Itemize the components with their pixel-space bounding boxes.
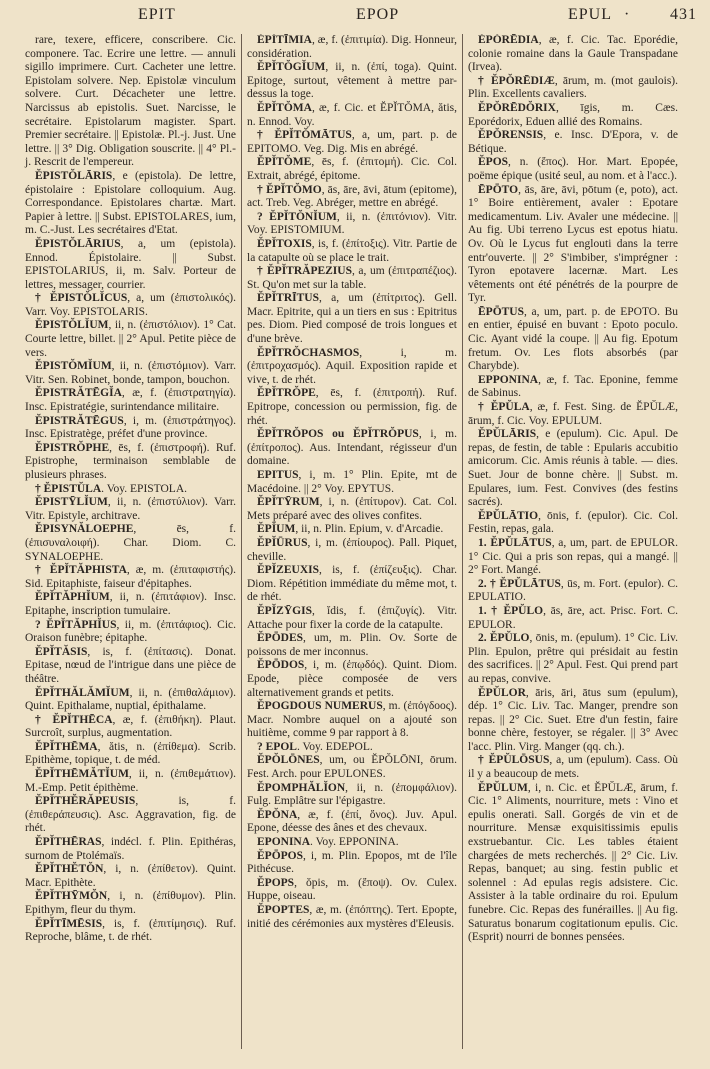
dictionary-entry xyxy=(468,374,678,401)
dictionary-entry xyxy=(247,904,457,931)
dictionary-entry xyxy=(247,34,457,61)
entry-headword: † ĔPISTŬLA xyxy=(35,482,102,495)
entry-definition: , is, f. (ἐπίζευξις). Char. Diom. Répétition immédiate du même mot, t. de rhét. xyxy=(247,564,457,604)
entry-definition: , ōnis, m. (epulum). 1° Cic. Liv. Plin. Epulon, prêtre qui présidait au festin des sacrifices. || 2° Apul. Fest. Qui prend part au repas, convive. xyxy=(468,632,678,685)
entry-definition: , a, um, part. p. de EPOTO. Bu en entier, épuisé en buvant : Epoto poculo. Cic. Ayant vidé la coupe. || Au fig. Epotum fretum. Ov. Les flots absorbés (par Charybde). xyxy=(468,305,678,373)
entry-headword: ĔPĬTHĒMĂTĬUM xyxy=(35,768,129,781)
dictionary-entry xyxy=(247,156,457,183)
dictionary-entry xyxy=(25,564,236,591)
entry-headword: ĔPISTŎLĀRIS xyxy=(35,169,113,182)
dictionary-entry xyxy=(468,782,678,945)
entry-definition: , ēs, f. (ἐπιτροπή). Ruf. Epitrope, concession ou permission, fig. de rhét. xyxy=(247,387,457,427)
dictionary-entry xyxy=(468,605,678,632)
entry-headword: ĔPĬTĪMIA xyxy=(257,34,312,46)
entry-headword: † ĔPŬLA xyxy=(478,401,530,414)
dictionary-entry xyxy=(468,578,678,605)
dictionary-entry xyxy=(247,265,457,292)
dictionary-entry xyxy=(247,469,457,496)
entry-headword: ĔPĬTHĂLĂMĬUM xyxy=(35,686,130,699)
entry-headword: † ĔPĬTŎMO xyxy=(257,183,322,196)
entry-headword: ĔPĬTHĒRAS xyxy=(35,836,102,849)
dictionary-entry xyxy=(247,754,457,781)
entry-headword: ĔPĬTHĔRĂPEUSIS xyxy=(35,795,136,808)
entry-definition: , æ, f. (ἐπί, ὄνος). Juv. Apul. Epone, déesse des ânes et des chevaux. xyxy=(247,808,457,835)
dictionary-entry xyxy=(468,428,678,510)
dictionary-entry xyxy=(25,687,236,714)
entry-definition: , ii, n. (ἐπιστόμιον). Varr. Vitr. Sen. Robinet, bonde, tampon, bouchon. xyxy=(25,360,236,386)
entry-headword: 2. † ĔPŬLĀTUS xyxy=(478,577,561,590)
entry-headword: ĔPISTȲLĬUM xyxy=(35,496,108,509)
entry-definition: , a, um (ἐπιτραπέζιος). St. Qu'on met sur la table. xyxy=(247,265,457,291)
dictionary-entry xyxy=(25,387,236,414)
entry-definition: , ii, n. (ἐπιθαλάμιον). Quint. Epithalame, nuptial, épithalame. xyxy=(25,686,236,713)
entry-definition: , ii, n. (ἐπιτάφιον). Insc. Epitaphe, inscription tumulaire. xyxy=(25,591,236,617)
entry-headword: ĔPŌDOS xyxy=(257,659,305,672)
entry-headword: ĔPĬTOXIS xyxy=(257,237,312,250)
dictionary-entry xyxy=(247,700,457,741)
entry-definition: . Voy. EPPONINA. xyxy=(310,836,399,849)
columns xyxy=(20,34,704,1049)
dictionary-entry xyxy=(247,537,457,564)
entry-headword: ĔPĬTŎGĬUM xyxy=(257,61,326,74)
entry-definition: , æ, f. Fest. Sing. de ĔPŬLÆ, ārum, f. Cic. Voy. EPULUM. xyxy=(468,401,679,427)
dictionary-entry xyxy=(25,836,236,863)
entry-headword: ? EPOL xyxy=(257,740,297,753)
entry-definition: , e. Insc. D'Epora, v. de Bétique. xyxy=(468,129,678,155)
entry-headword: ĔPĬUM xyxy=(257,523,296,536)
entry-definition: , i, m. (ἐπῳδός). Quint. Diom. Epode, pièce composée de vers alternativement grands et petits. xyxy=(247,659,457,699)
column-2 xyxy=(241,34,462,1049)
dictionary-entry xyxy=(25,918,236,945)
entry-headword: ĔPĬTRŎPE xyxy=(257,387,316,400)
entry-headword: ĔPISTŎMĬUM xyxy=(35,360,112,373)
dictionary-entry xyxy=(247,877,457,904)
column-1 xyxy=(20,34,241,1049)
entry-headword: ? ĔPĬTŎNĬUM xyxy=(257,210,337,223)
entry-definition: , e (epulum). Cic. Apul. De repas, de festin, de table : Epularis accubitio amicorum. Cic. Amis réunis à table. — dies. Suet. Jour de bonne chère. || Subst. m. Epulares, ium. Fest. Convives (des festins sacrés). xyxy=(468,428,678,509)
entry-definition: , æ, f. (ἐπιθήκη). Plaut. Surcroît, surplus, augmentation. xyxy=(25,713,236,740)
entry-definition: , a, um, part. de EPULOR. 1° Cic. Qui a pris son repas, qui a mangé. || 2° Fort. Mangé. xyxy=(468,536,678,577)
dictionary-entry xyxy=(468,34,678,75)
entry-definition: , indécl. f. Plin. Epithéras, surnom de Ptolémaïs. xyxy=(25,836,236,862)
entry-headword: † ĔPĬTHĒCA xyxy=(35,713,113,726)
entry-headword: ĔPISTRĂTĒGĬA xyxy=(35,387,122,400)
dictionary-entry xyxy=(247,836,457,850)
entry-headword: EPPONINA xyxy=(478,373,539,386)
entry-headword: ĔPŬLOR xyxy=(478,686,526,699)
entry-definition: , ōnis, f. (epulor). Cic. Col. Festin, repas, gala. xyxy=(468,509,678,536)
dictionary-entry xyxy=(25,768,236,795)
entry-headword: ĔPĬTĂPHĬUM xyxy=(35,591,110,604)
header-left-guideword: EPIT xyxy=(138,6,176,23)
dictionary-entry xyxy=(25,863,236,890)
dictionary-entry xyxy=(247,659,457,700)
dictionary-entry xyxy=(25,646,236,687)
dictionary-entry xyxy=(25,170,236,238)
entry-headword: ĔPOS xyxy=(478,156,509,169)
entry-definition: , æ, f. Cic. et ĔPĬTŎMA, ătis, n. Ennod. Voy. xyxy=(247,101,457,128)
entry-definition: , i, m. Plin. Epopos, mt de l'île Pithécuse. xyxy=(247,849,457,876)
entry-headword: ĔPISTŎLĀRIUS xyxy=(35,237,121,250)
entry-headword: ĔPŎNA xyxy=(257,808,298,821)
entry-definition: , ŏpis, m. (ἔποψ). Ov. Culex. Huppe, oiseau. xyxy=(247,876,457,903)
entry-definition: , æ, f. (ἐπιτιμία). Dig. Honneur, considération. xyxy=(247,34,457,60)
entry-headword: ĔPOGDOUS NUMERUS xyxy=(257,700,383,713)
entry-headword: ĒPŌTO xyxy=(478,183,519,196)
entry-headword: ĔPĬTŎME xyxy=(257,156,312,169)
entry-headword: ĔPĬTHĒMA xyxy=(35,740,98,753)
entry-headword: ĔPĬTRŎPOS ou ĔPĬTRŎPUS xyxy=(257,428,419,441)
entry-definition: , ēs, f. (ἐπιτομή). Cic. Col. Extrait, abrégé, épitome. xyxy=(247,156,457,182)
entry-definition: , ii, n. (ἐπί, toga). Quint. Epitoge, surtout, vêtement à mettre par-dessus la toge. xyxy=(247,61,457,101)
dictionary-entry xyxy=(468,537,678,578)
entry-definition: , a, um (ἐπίτριτος). Gell. Macr. Epitrite, qui a un tiers en sus : Epitritus pes. Diom. Pied composé de trois longues et d'une brève. xyxy=(247,292,457,346)
dictionary-entry xyxy=(247,238,457,265)
dictionary-entry xyxy=(468,401,678,428)
entry-headword: ĒPŌTUS xyxy=(478,305,525,318)
entry-headword: EPITUS xyxy=(257,469,299,481)
dictionary-entry xyxy=(468,184,678,306)
dictionary-entry xyxy=(25,238,236,292)
entry-headword: ĔPŎRENSIS xyxy=(478,129,544,142)
entry-headword: ĔPISTRĂTĒGUS xyxy=(35,414,124,427)
entry-definition: , ūs, m. Fort. (epulor). C. EPULATIO. xyxy=(468,577,678,604)
dictionary-entry xyxy=(247,523,457,537)
entry-definition: , ēs, f. (ἐπισυναλοιφή). Char. Diom. C. SYNALOEPHE. xyxy=(25,523,236,563)
page-number: 431 xyxy=(670,6,697,23)
entry-headword: ĔPŬLĀTIO xyxy=(478,509,539,522)
entry-definition: , ārum, m. (mot gaulois). Plin. Excellents cavaliers. xyxy=(468,74,678,101)
entry-definition: , ii, n. (ἐπιστύλιον). Varr. Vitr. Epistyle, architrave. xyxy=(25,496,236,522)
entry-headword: ĔPĬZEUXIS xyxy=(257,564,319,577)
header-center-guideword: EPOP xyxy=(356,6,400,23)
running-header xyxy=(20,0,704,34)
dictionary-entry xyxy=(25,442,236,483)
entry-headword: ĔPĬTRŎCHASMOS xyxy=(257,346,360,359)
entry-headword: ĔPĬŪRUS xyxy=(257,536,308,549)
entry-headword: † ĔPISTŎLĬCUS xyxy=(35,292,128,305)
dictionary-entry xyxy=(25,360,236,387)
entry-headword: ĔPĬTȲRUM xyxy=(257,496,320,509)
entry-headword: † ĔPŬLŌSUS xyxy=(478,754,550,767)
dictionary-entry xyxy=(468,75,678,102)
dictionary-entry xyxy=(247,61,457,102)
entry-headword: ĔPŌDES xyxy=(257,632,304,645)
entry-definition: , is, f. (ἐπίτασις). Donat. Epitase, nœud de l'intrigue dans une pièce de théâtre. xyxy=(25,645,236,685)
entry-headword: ĔPOPTES xyxy=(257,904,310,916)
dictionary-entry xyxy=(468,632,678,686)
entry-headword: ? ĔPĬTĂPHĬUS xyxy=(35,618,117,631)
dictionary-entry xyxy=(247,347,457,388)
entry-definition: , ii, n. (ἐπιτόνιον). Vitr. Voy. EPISTOMIUM. xyxy=(247,210,458,237)
dictionary-entry xyxy=(468,129,678,156)
entry-headword: EPONINA xyxy=(257,836,311,849)
entry-headword: ĔPŎRĒDIA xyxy=(478,34,539,46)
dictionary-entry xyxy=(25,714,236,741)
column-3 xyxy=(462,34,683,1049)
entry-definition: , ătis, n. (ἐπίθεμα). Scrib. Epithème, topique, t. de méd. xyxy=(25,740,236,767)
entry-definition: , ās, āre, act. Prisc. Fort. C. EPULOR. xyxy=(468,604,678,631)
dictionary-entry xyxy=(25,415,236,442)
entry-definition: , ĭdis, f. (ἐπιζυγίς). Vitr. Attache pour fixer la corde de la catapulte. xyxy=(247,604,457,631)
entry-headword: ĔPĬTĪMĒSIS xyxy=(35,917,103,930)
entry-headword: ĔPĬTHȲMŎN xyxy=(35,890,108,903)
dictionary-entry xyxy=(247,632,457,659)
entry-headword: ĔPOMPHĂLĬON xyxy=(257,781,346,794)
dictionary-entry xyxy=(247,782,457,809)
dictionary-entry xyxy=(247,564,457,605)
entry-headword: 1. † ĔPŬLO xyxy=(478,604,544,617)
header-dot: · xyxy=(624,6,631,23)
dictionary-entry xyxy=(468,510,678,537)
entry-definition: , æ, f. Tac. Eponine, femme de Sabinus. xyxy=(468,373,678,400)
entry-definition: , i, n. (ἐπίθετον). Quint. Macr. Epithète. xyxy=(25,863,236,889)
entry-definition: , i, m. (ἐπίτροπος). Aus. Intendant, régisseur d'un domaine. xyxy=(247,428,457,468)
entry-definition: rare, texere, efficere, conscribere. Cic. componere. Tac. Ecrire une lettre. — annuli sigillo imprimere. Curt. Cacheter une lettre. Epistolam solvere. Nep. Epistolæ vinculum solvere. Curt. Décacheter une lettre. Narcissus ab epistolis. Suet. Narcisse, le secrétaire. Epistolarum magister. Spart. Premier secrétaire. || Epistolæ. Pl.-j. Just. Une lettre. || 3° Dig. Obligation souscrite. || 4° Pl.-j. Rescrit de l'empereur. xyxy=(25,34,236,169)
entry-definition: , a, um (epistola). Ennod. Épistolaire. || Subst. EPISTOLARIUS, ii, m. Salv. Porteur de lettres, messager, courrier. xyxy=(25,237,236,291)
entry-definition: , m. (ἐπόγδοος). Macr. Nombre auquel on a ajouté son huitième, comme 9 par rapport à 8. xyxy=(247,700,457,740)
entry-definition: , a, um (epulum). Cass. Où il y a beaucoup de mets. xyxy=(468,754,679,781)
entry-headword: ĔPĬTĂSIS xyxy=(35,645,88,658)
entry-definition: , ās, āre, āvi, ātum (epitome), act. Treb. Veg. Abréger, mettre en abrégé. xyxy=(247,183,457,210)
entry-definition: , i, m. (ἐπιστράτηγος). Insc. Epistratège, préfet d'une province. xyxy=(25,414,236,441)
entry-headword: ĔPŬLUM xyxy=(478,781,528,794)
entry-headword: † ĔPŎRĒDIÆ xyxy=(478,74,555,87)
entry-headword: † ĔPĬTĂPHISTA xyxy=(35,564,127,577)
dictionary-entry xyxy=(25,591,236,618)
entry-headword: ĔPOPS xyxy=(257,876,295,889)
entry-definition: , a, um, part. p. de EPITOMO. Veg. Dig. Mis en abrégé. xyxy=(247,129,457,155)
entry-headword: ĔPŬLĀRIS xyxy=(478,428,537,441)
entry-definition: , īgis, m. Cæs. Eporédorix, Eduen allié des Romains. xyxy=(468,101,678,128)
entry-definition: , i, n. Cic. et ĔPŬLÆ, ārum, f. Cic. 1° Aliments, nourriture, mets : Vino et epulis onerati. Sall. Gorgés de vin et de nourriture. Mensæ exquisitissimis epulis exstruebantur. Cic. Les tables étaient chargées de mets recherchés. || 2° Cic. Liv. Repas, banquet; au sing. festin public et solennel : Ad epulas regis adsistere. Cic. Assister à la table ordinaire du roi. Epulum funebre. Cic. Repas des funérailles. || Au fig. Saturatus bonarum cogitationum epulis. Cic. (Esprit) nourri de bonnes pensées. xyxy=(468,781,678,944)
entry-headword: ĔPĬTRĪTUS xyxy=(257,292,319,305)
entry-definition: , æ, f. (ἐπιστρατηγία). Insc. Epistratégie, surintendance militaire. xyxy=(25,387,236,414)
entry-definition: , æ, m. (ἐπιταφιστής). Sid. Epitaphiste, faiseur d'épitaphes. xyxy=(25,564,237,590)
dictionary-entry xyxy=(247,850,457,877)
dictionary-entry xyxy=(247,129,457,156)
entry-headword: ĔPĬTŎMA xyxy=(257,101,312,114)
entry-headword: ĔPISYNĂLOEPHE xyxy=(35,523,134,536)
dictionary-entry xyxy=(25,523,236,564)
dictionary-entry xyxy=(247,428,457,469)
entry-definition: , ās, āre, āvi, pōtum (e, poto), act. 1° Boire entièrement, avaler : Epotare medicamentum. Liv. Avaler une médecine. || Au fig. Ubi terreno Lycus est epotus hiatu. Ov. Où le Lycus fut englouti dans la terre entr'ouverte. || 2° S'imbiber, s'imprégner : Tyron epotavere lacernæ. Mart. Les vêtements ont été pénétrés de la pourpre de Tyr. xyxy=(468,183,678,305)
entry-headword: ĔPĬTHĔTŎN xyxy=(35,863,104,876)
entry-headword: ĔPŎLŌNES xyxy=(257,754,320,767)
dictionary-entry xyxy=(247,102,457,129)
dictionary-entry xyxy=(247,809,457,836)
dictionary-entry xyxy=(247,605,457,632)
entry-definition: , i, m. (ἐπίουρος). Pall. Piquet, cheville. xyxy=(247,536,457,563)
entry-definition: , ii, n. Plin. Epium, v. d'Arcadie. xyxy=(295,523,444,536)
entry-definition: , i, m. (ἐπιτροχασμός). Aquil. Exposition rapide et vive, t. de rhét. xyxy=(247,346,457,386)
entry-definition: , e (epistola). De lettre, épistolaire : Epistolare colloquium. Aug. Correspondance. Epistolares chartæ. Mart. Papier à lettre. || Subst. EPISTOLARES, ium, m. C.-Just. Les secrétaires d'Etat. xyxy=(25,169,236,237)
entry-definition: , is, f. (ἐπίτοξις). Vitr. Partie de la catapulte où se place le trait. xyxy=(247,237,457,264)
dictionary-entry xyxy=(247,387,457,428)
entry-headword: † ĔPĬTŎMĀTUS xyxy=(257,129,352,142)
entry-definition: , n. (ἔπος). Hor. Mart. Epopée, poëme épique (usité seul, au nom. et à l'acc.). xyxy=(468,156,678,182)
dictionary-entry xyxy=(25,319,236,360)
dictionary-entry xyxy=(247,211,457,238)
entry-headword: † ĔPĬTRĂPEZIUS xyxy=(257,265,352,278)
dictionary-entry xyxy=(25,483,236,497)
entry-headword: 2. ĔPŬLO xyxy=(478,632,530,645)
entry-headword: ĔPĬZȲGIS xyxy=(257,604,312,617)
entry-definition: . Voy. EPISTOLA. xyxy=(101,482,187,495)
entry-definition: . Voy. EDEPOL. xyxy=(296,740,373,753)
dictionary-entry xyxy=(25,619,236,646)
entry-definition: , um, m. Plin. Ov. Sorte de poissons de mer inconnus. xyxy=(247,632,457,658)
entry-headword: 1. ĔPŬLĀTUS xyxy=(478,536,552,549)
dictionary-entry xyxy=(25,741,236,768)
dictionary-entry xyxy=(468,102,678,129)
entry-definition: , i, m. 1° Plin. Epite, mt de Macédoine. || 2° Voy. EPYTUS. xyxy=(247,469,457,495)
entry-definition: , i, n. (ἐπίτυρον). Cat. Col. Mets préparé avec des olives confites. xyxy=(247,496,457,522)
dictionary-entry xyxy=(468,687,678,755)
entry-definition: , ii, m. (ἐπιτάφιος). Cic. Oraison funèbre; épitaphe. xyxy=(25,618,236,645)
dictionary-entry xyxy=(247,496,457,523)
entry-definition: , i, n. (ἐπίθυμον). Plin. Epithym, fleur du thym. xyxy=(25,890,236,916)
dictionary-entry xyxy=(247,184,457,211)
header-right-guideword: EPUL xyxy=(568,6,612,23)
entry-definition: , ii, n. (ἐπιστόλιον). 1° Cat. Courte lettre, billet. || 2° Apul. Petite pièce de vers. xyxy=(25,319,236,359)
dictionary-entry xyxy=(468,156,678,183)
dictionary-entry xyxy=(25,496,236,523)
entry-headword: ĔPŎRĒDŎRIX xyxy=(478,101,556,114)
entry-headword: ĔPISTRŎPHE xyxy=(35,441,110,454)
entry-definition: , um, ou ĔPŎLŌNI, ōrum. Fest. Arch. pour EPULONES. xyxy=(247,754,457,781)
dictionary-entry xyxy=(468,306,678,374)
entry-definition: , æ, f. Cic. Tac. Eporédie, colonie romaine dans la Gaule Transpadane (Irvea). xyxy=(468,34,678,74)
entry-headword: ĔPISTŎLĬUM xyxy=(35,319,109,332)
dictionary-entry xyxy=(25,292,236,319)
entry-definition: , ii, n. (ἐπομφάλιον). Fulg. Emplâtre sur l'épigastre. xyxy=(247,781,457,808)
entry-headword: ĔPŌPOS xyxy=(257,849,304,862)
dictionary-entry xyxy=(468,754,678,781)
dictionary-entry xyxy=(25,34,236,170)
entry-definition: , is, f. (ἐπιθεράπευσις). Asc. Aggravation, fig. de rhét. xyxy=(25,795,236,835)
dictionary-entry xyxy=(25,795,236,836)
entry-definition: , æ, m. (ἐπόπτης). Tert. Epopte, initié des cérémonies aux mystères d'Eleusis. xyxy=(247,904,457,930)
dictionary-entry xyxy=(247,741,457,755)
entry-definition: , ēs, f. (ἐπιστροφή). Ruf. Epistrophe, terminaison semblable de plusieurs phrases. xyxy=(25,441,236,481)
entry-definition: , ii, n. (ἐπιθεμάτιον). M.-Emp. Petit épithème. xyxy=(25,768,236,794)
dictionary-entry xyxy=(25,890,236,917)
entry-definition: , is, f. (ἐπιτίμησις). Ruf. Reproche, blâme, t. de rhét. xyxy=(25,917,236,944)
entry-definition: , a, um (ἐπιστολικός). Varr. Voy. EPISTOLARIS. xyxy=(25,292,236,318)
entry-definition: , āris, āri, ātus sum (epulum), dép. 1° Cic. Liv. Tac. Manger, prendre son repas. || 2° Cic. Suet. Etre d'un festin, faire bonne chère, festoyer, se régaler. || 3° Avec l'acc. Plin. Virg. Manger (qq. ch.). xyxy=(468,686,678,753)
dictionary-entry xyxy=(247,292,457,346)
